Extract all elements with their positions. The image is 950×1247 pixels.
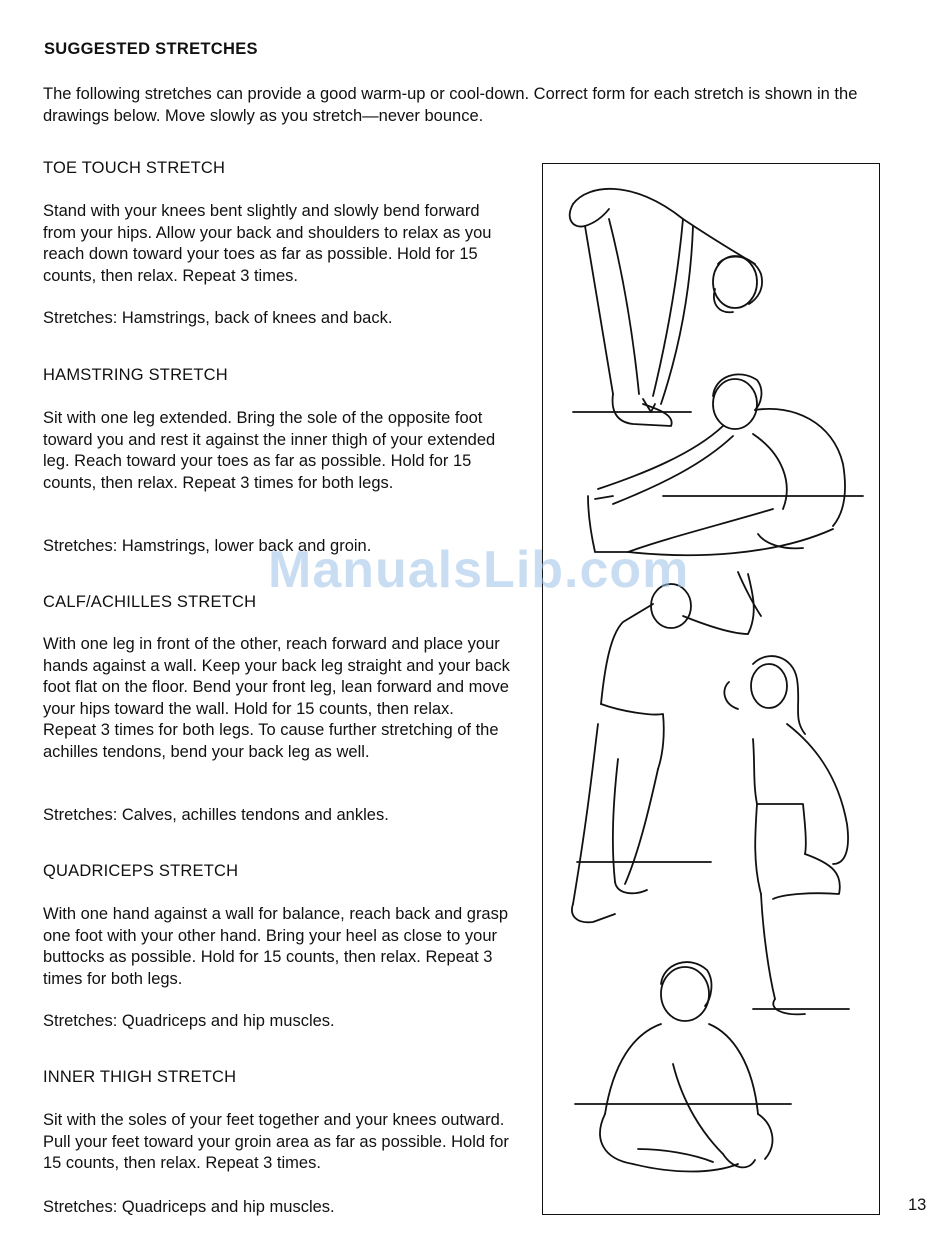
quadriceps-heading: QUADRICEPS STRETCH xyxy=(43,862,239,880)
intro-paragraph: The following stretches can provide a good warm-up or cool-down. Correct form for each stretch is shown in the drawings below. Move slowly as you stretch—never bounce. xyxy=(43,85,858,125)
inner-thigh-figure xyxy=(575,962,791,1171)
calf-achilles-body: With one leg in front of the other, reach forward and place your hands against a wall. Keep your back leg straight and your back foot flat on the floor. Bend your front leg, lean forward and move your hips toward the wall. Hold for 15 counts, then relax. Repeat 3 times for both legs. To cause further stretching of the achilles tendons, bend your back leg as well. xyxy=(43,635,510,761)
inner-thigh-body: Sit with the soles of your feet together and your knees outward. Pull your feet toward your groin area as far as possible. Hold for 15 counts, then relax. Repeat 3 times. xyxy=(43,1111,509,1172)
hamstring-stretches: Stretches: Hamstrings, lower back and groin. xyxy=(43,537,372,555)
page-number: 13 xyxy=(908,1196,927,1214)
inner-thigh-stretches: Stretches: Quadriceps and hip muscles. xyxy=(43,1198,335,1216)
hamstring-figure xyxy=(588,374,863,555)
toe-touch-body: Stand with your knees bent slightly and slowly bend forward from your hips. Allow your back and shoulders to relax as you reach down toward your toes as far as possible. Hold for 15 counts, then relax. Repeat 3 times. xyxy=(43,202,492,285)
watermark: ManualsLib.com xyxy=(268,541,690,599)
hamstring-heading: HAMSTRING STRETCH xyxy=(43,366,228,384)
illustration-box xyxy=(542,163,880,1215)
quadriceps-figure xyxy=(724,656,849,1014)
stretch-illustrations xyxy=(543,164,879,1214)
toe-touch-heading: TOE TOUCH STRETCH xyxy=(43,159,226,177)
inner-thigh-heading: INNER THIGH STRETCH xyxy=(43,1068,237,1086)
quadriceps-body: With one hand against a wall for balance, reach back and grasp one foot with your other hand. Bring your heel as close to your buttocks as possible. Hold for 15 counts, then relax. Repeat 3 times for both legs. xyxy=(43,905,509,988)
toe-touch-stretches: Stretches: Hamstrings, back of knees and back. xyxy=(43,309,393,327)
calf-achilles-figure xyxy=(572,572,761,922)
hamstring-body: Sit with one leg extended. Bring the sole of the opposite foot toward you and rest it against the inner thigh of your extended leg. Reach toward your toes as far as possible. Hold for 15 counts, then relax. Repeat 3 times for both legs. xyxy=(43,409,496,492)
page-title: SUGGESTED STRETCHES xyxy=(44,40,258,58)
calf-achilles-stretches: Stretches: Calves, achilles tendons and ankles. xyxy=(43,806,389,824)
calf-achilles-heading: CALF/ACHILLES STRETCH xyxy=(43,593,257,611)
toe-touch-figure xyxy=(570,189,762,426)
quadriceps-stretches: Stretches: Quadriceps and hip muscles. xyxy=(43,1012,335,1030)
